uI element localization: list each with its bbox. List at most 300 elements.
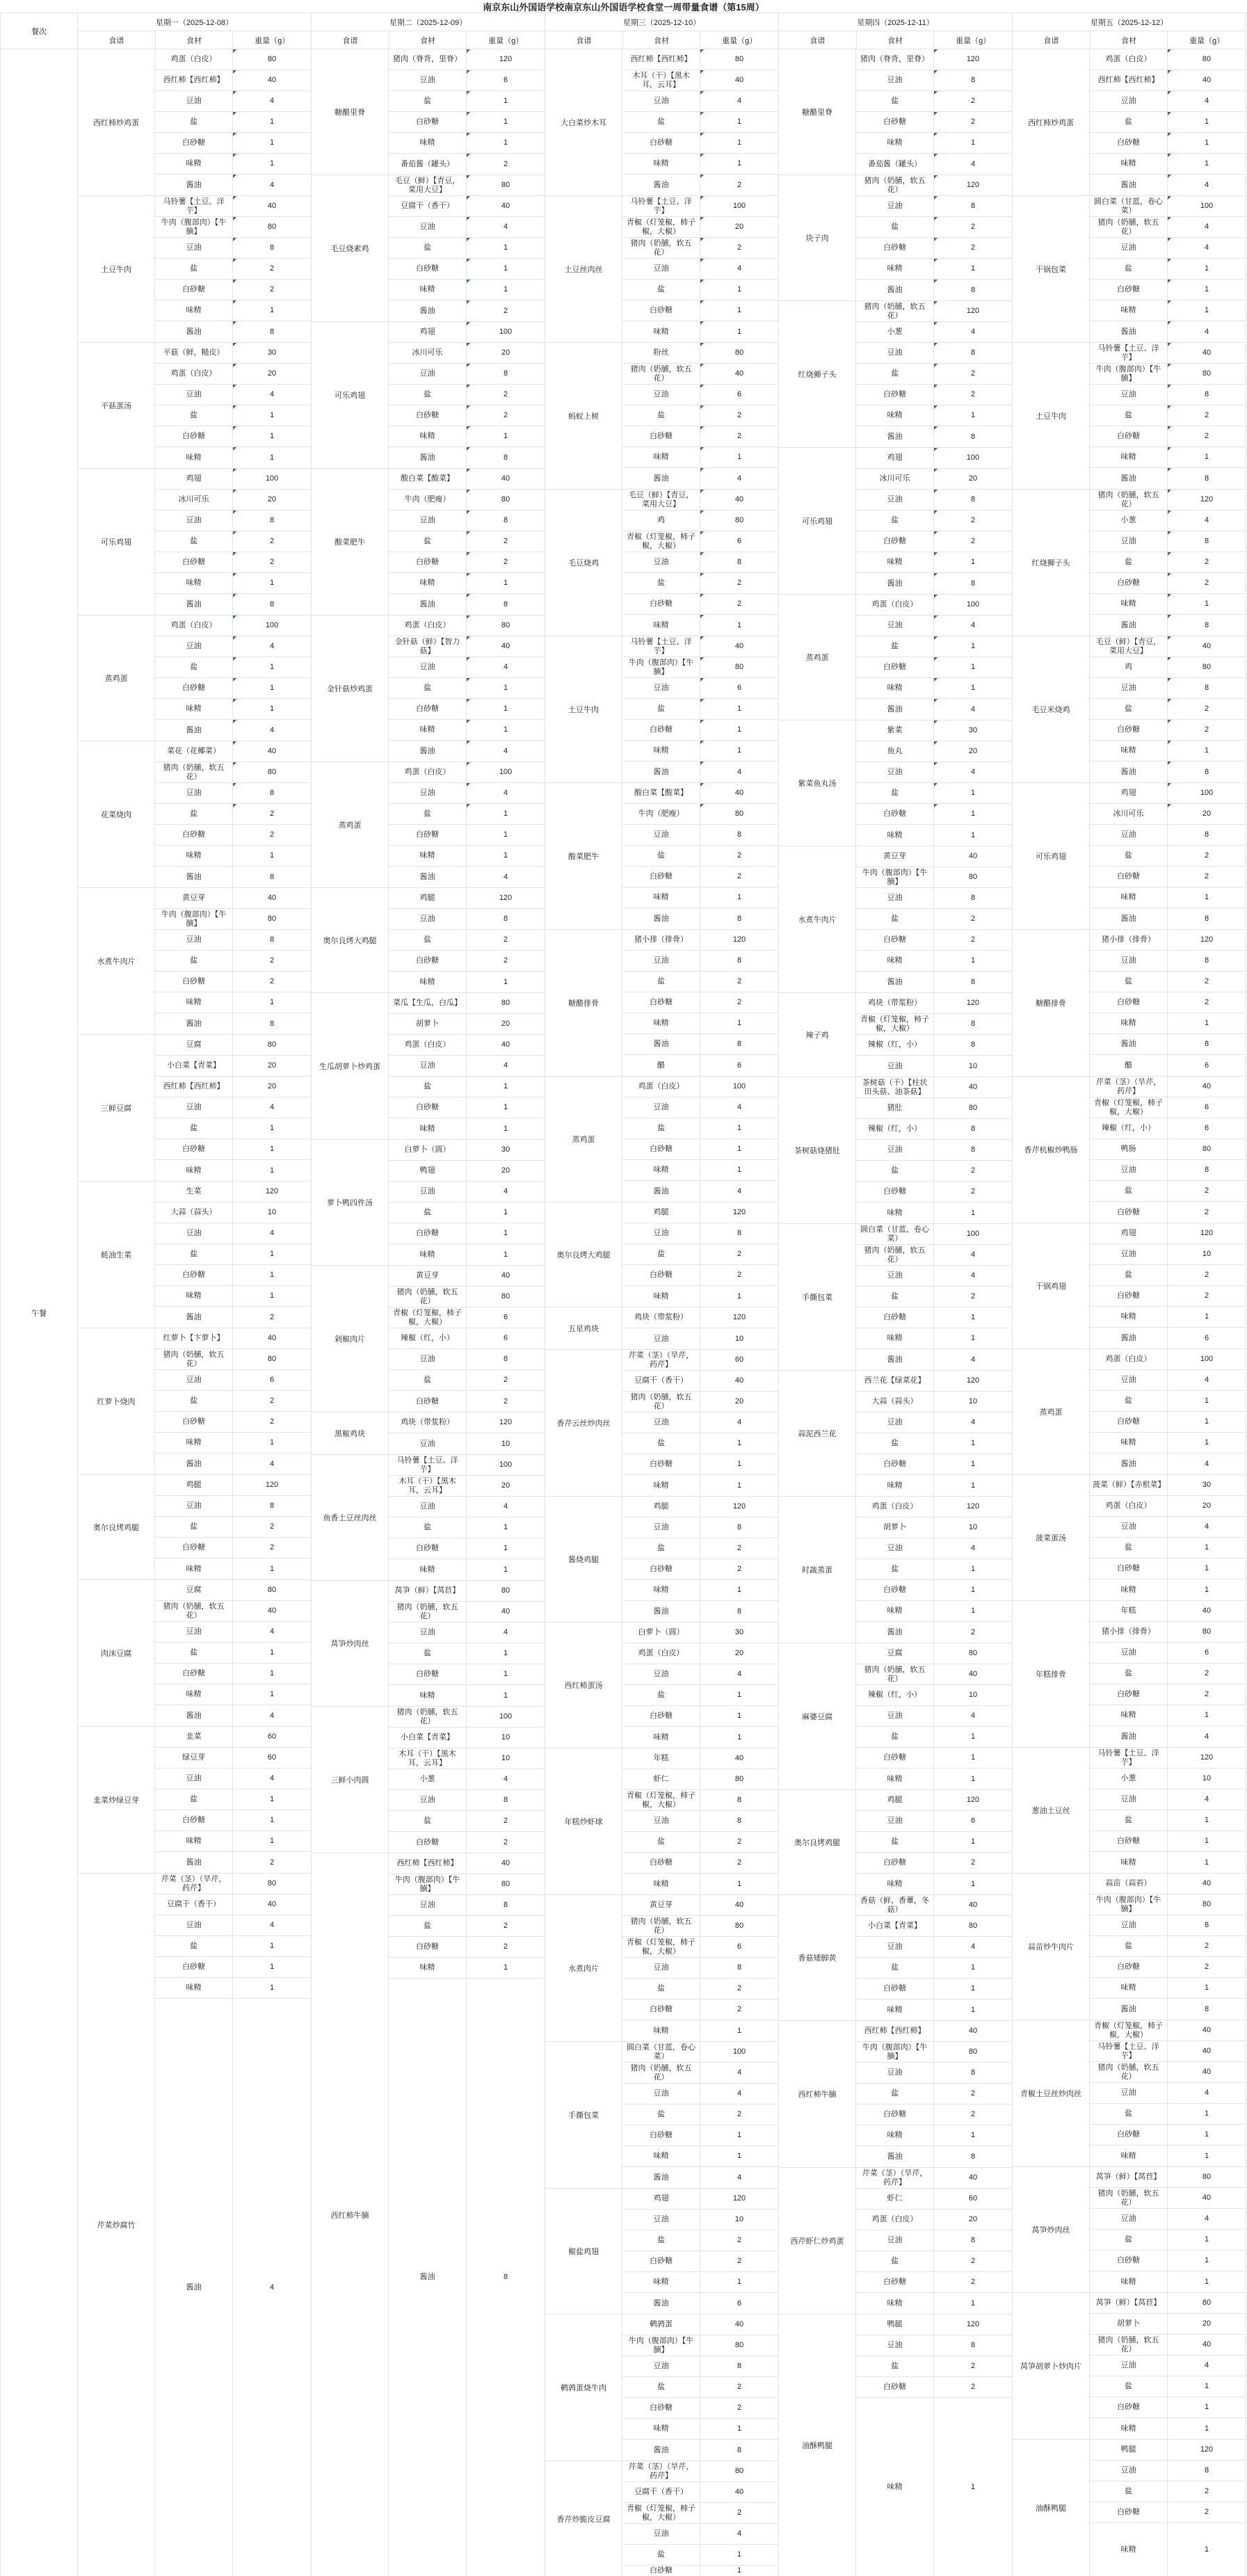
ingredient-name: 豆油	[622, 1664, 700, 1684]
ingredient-row	[856, 615, 1012, 636]
ingredient-name: 鸡翅	[622, 2189, 700, 2209]
ingredient-name: 辣椒（红，小）	[856, 1685, 934, 1705]
ingredient-weight: 2	[737, 872, 742, 880]
dish-block	[78, 1727, 311, 1874]
ingredient-name: 盐	[622, 573, 700, 593]
ingredient-weight: 4	[737, 1418, 742, 1426]
ingredient-name: 豆油	[155, 91, 233, 111]
ingredient-name: 鹌鹑蛋	[622, 2315, 700, 2335]
ingredient-row	[155, 1559, 311, 1579]
ingredient-row	[856, 405, 1012, 426]
ingredient-weight: 1	[737, 2278, 742, 2286]
ingredient-row	[389, 322, 545, 343]
ingredient-name: 盐	[622, 2545, 700, 2565]
ingredient-row	[155, 720, 311, 741]
ingredient-name: 芹菜（茎）（旱芹，药芹】	[856, 2168, 934, 2188]
ingredient-list	[1090, 1748, 1246, 1873]
ingredient-name: 毛豆（鲜）【青豆，菜用大豆】	[1090, 636, 1168, 657]
ingredient-row	[856, 552, 1012, 573]
dish-block	[1013, 49, 1246, 196]
ingredient-row	[389, 1958, 545, 1979]
ingredient-row	[856, 1811, 1012, 1832]
ingredient-row	[1090, 1999, 1246, 2020]
ingredient-name: 辣椒（红，小）	[1090, 1118, 1168, 1138]
ingredient-list	[389, 615, 545, 762]
ingredient-weight: 8	[737, 1963, 742, 1972]
ingredient-weight: 40	[501, 1607, 510, 1616]
ingredient-weight: 100	[1200, 1355, 1214, 1363]
ingredient-row	[1090, 783, 1246, 804]
ingredient-row	[155, 1035, 311, 1056]
recipe-name: 香芹杭椒炒鸭肠	[1013, 1077, 1090, 1223]
ingredient-row	[856, 1392, 1012, 1412]
ingredient-name: 豆腐干（香干）	[622, 2482, 700, 2502]
ingredient-row	[622, 259, 778, 280]
ingredient-name: 马铃薯【土豆、洋芋】	[389, 1455, 467, 1475]
ingredient-name: 年糕	[1090, 1601, 1168, 1621]
recipe-header: 食谱	[545, 31, 623, 49]
ingredient-name: 酱油	[155, 1013, 233, 1034]
ingredient-name: 白砂糖	[622, 2398, 700, 2418]
ingredient-weight: 100	[467, 322, 545, 342]
ingredient-weight: 1	[269, 1271, 275, 1279]
ingredient-row	[389, 469, 545, 490]
ingredient-weight: 2	[737, 2509, 742, 2517]
ingredient-weight: 1	[970, 830, 976, 839]
ingredient-list	[389, 1581, 545, 1706]
dish-block	[312, 762, 545, 888]
ingredient-weight: 40	[1202, 1607, 1212, 1615]
ingredient-name: 白砂糖	[389, 1538, 467, 1559]
ingredient-row	[1090, 385, 1246, 405]
ingredient-row	[856, 175, 1012, 196]
ingredient-row	[1090, 1789, 1246, 1810]
ingredient-weight: 2	[700, 405, 778, 426]
ingredient-row	[1090, 2314, 1246, 2335]
ingredient-name: 白砂糖	[155, 280, 233, 300]
ingredient-row	[389, 804, 545, 825]
ingredient-weight: 2	[269, 977, 275, 985]
ingredient-weight: 120	[467, 49, 545, 70]
ingredient-weight: 8	[503, 1355, 508, 1363]
ingredient-weight: 40	[501, 1859, 510, 1867]
recipe-name: 水煮牛肉片	[78, 888, 155, 1034]
ingredient-row	[155, 1056, 311, 1077]
ingredient-weight: 1	[970, 2005, 976, 2014]
meal-column	[0, 13, 78, 2576]
ingredient-name: 小白菜【青菜】	[856, 1916, 934, 1936]
ingredient-row	[856, 448, 1012, 469]
ingredient-row	[856, 490, 1012, 510]
ingredient-weight: 1	[269, 1124, 275, 1132]
ingredient-name: 酱油	[389, 741, 467, 762]
ingredient-list	[155, 1475, 311, 1579]
dish-block	[312, 469, 545, 615]
ingredient-weight: 40	[1202, 2340, 1212, 2349]
ingredient-weight: 2	[467, 300, 545, 321]
ingredient-row	[389, 1707, 545, 1728]
ingredient-row	[856, 1769, 1012, 1789]
ingredient-list	[155, 1727, 311, 1873]
ingredient-row	[856, 343, 1012, 364]
ingredient-name: 味精	[622, 154, 700, 174]
ingredient-weight: 2	[1204, 851, 1209, 860]
ingredient-weight: 4	[233, 720, 311, 741]
ingredient-name: 酱油	[856, 280, 934, 300]
ingredient-weight: 8	[737, 1817, 742, 1825]
ingredient-list	[155, 469, 311, 615]
ingredient-row	[1090, 1077, 1246, 1097]
ingredient-row	[622, 1580, 778, 1601]
ingredient-weight: 8	[970, 1145, 976, 1154]
ingredient-name: 盐	[389, 91, 467, 111]
ingredient-row	[389, 1035, 545, 1056]
ingredient-weight: 20	[267, 1061, 277, 1070]
ingredient-name: 盐	[622, 1979, 700, 1999]
ingredient-name: 白砂糖	[389, 699, 467, 719]
ingredient-weight: 8	[269, 1502, 275, 1510]
ingredient-name: 鸭腿	[1090, 2440, 1168, 2460]
dish-block	[78, 888, 311, 1035]
ingredient-weight: 100	[499, 1460, 513, 1469]
ingredient-name: 豆油	[389, 510, 467, 531]
dish-block	[1013, 1748, 1246, 1874]
ingredient-name: 盐	[155, 1391, 233, 1411]
ingredient-row	[155, 762, 311, 783]
ingredient-row	[1090, 447, 1246, 468]
ingredient-weight: 4	[269, 1711, 275, 1720]
ingredient-row	[622, 2272, 778, 2293]
ingredient-name: 盐	[1090, 2230, 1168, 2250]
recipe-header: 食谱	[1013, 31, 1091, 49]
ingredient-name: 味精	[389, 1685, 467, 1706]
ingredient-weight: 1	[503, 1691, 508, 1700]
ingredient-name: 盐	[856, 1433, 934, 1454]
ingredient-weight: 10	[734, 2215, 744, 2223]
ingredient-row	[856, 196, 1012, 217]
ingredient-weight: 2	[1204, 1186, 1209, 1195]
ingredient-weight: 1	[737, 1460, 742, 1468]
ingredient-name: 白砂糖	[1090, 1957, 1168, 1977]
ingredient-row	[622, 846, 778, 867]
ingredient-weight: 1	[269, 1250, 275, 1258]
ingredient-weight: 10	[501, 1754, 510, 1762]
recipe-name: 香芹炒脆皮豆腐	[545, 2461, 622, 2576]
day-header: 星期一（2025-12-08）	[78, 13, 311, 31]
dish-block	[1013, 2020, 1246, 2167]
ingredient-row	[622, 238, 778, 259]
ingredient-weight: 40	[968, 1670, 978, 1678]
ingredient-name: 豆油	[622, 2209, 700, 2230]
ingredient-row	[155, 741, 311, 762]
ingredient-row	[155, 1978, 311, 1999]
ingredient-weight: 2	[970, 1166, 976, 1175]
ingredient-row	[155, 1831, 311, 1852]
ingredient-list	[155, 343, 311, 468]
ingredient-row	[389, 615, 545, 636]
ingredient-weight: 4	[1204, 2088, 1209, 2097]
ingredient-name: 豆油	[622, 552, 700, 572]
ingredient-weight: 1	[970, 1963, 976, 1972]
ingredient-weight: 30	[233, 343, 311, 363]
ingredient-weight: 2	[467, 552, 545, 572]
ingredient-weight: 8	[934, 426, 1012, 447]
ingredient-name: 猪肉（奶脯，软五花）	[1090, 2062, 1168, 2082]
ingredient-row	[622, 930, 778, 951]
dish-block	[78, 196, 311, 343]
recipe-name: 可乐鸡翅	[1013, 783, 1090, 929]
ingredient-row	[155, 1705, 311, 1726]
ingredient-row	[1090, 91, 1246, 112]
recipe-name: 鱼香土豆丝肉丝	[312, 1455, 389, 1580]
ingredient-weight: 1	[233, 573, 311, 593]
ingredient-row	[856, 721, 1012, 741]
ingredient-row	[856, 1119, 1012, 1140]
ingredient-name: 鸡翅	[1090, 783, 1168, 803]
ingredient-weight: 1	[1168, 112, 1246, 132]
ingredient-row	[389, 510, 545, 531]
ingredient-row	[622, 1664, 778, 1685]
ingredient-row	[622, 91, 778, 112]
ingredient-row	[155, 112, 311, 133]
ingredient-row	[1090, 405, 1246, 426]
ingredient-weight: 1	[970, 2482, 976, 2491]
ingredient-row	[155, 1874, 311, 1894]
ingredient-row	[622, 2545, 778, 2566]
ingredient-name: 味精	[1090, 594, 1168, 614]
ingredient-row	[1090, 1349, 1246, 1370]
ingredient-weight: 1	[467, 133, 545, 153]
ingredient-weight: 8	[737, 1040, 742, 1048]
ingredient-weight: 6	[700, 531, 778, 552]
dish-block	[1013, 1223, 1246, 1349]
ingredient-row	[1090, 2146, 1246, 2166]
ingredient-name: 芹菜（茎）（旱芹，药芹】	[155, 1874, 233, 1894]
day-column	[1013, 13, 1246, 2576]
ingredient-weight: 8	[1204, 1921, 1209, 1929]
ingredient-weight: 2	[970, 2110, 976, 2118]
ingredient-weight: 4	[467, 657, 545, 677]
ingredient-row	[622, 2356, 778, 2377]
ingredient-name: 菠菜（鲜）【赤根菜】	[1090, 1475, 1168, 1495]
ingredient-row	[1090, 1978, 1246, 1999]
ingredient-weight: 80	[501, 1586, 510, 1595]
ingredient-weight: 8	[970, 1125, 976, 1133]
ingredient-row	[622, 364, 778, 385]
recipe-name: 年糕排骨	[1013, 1601, 1090, 1747]
recipe-name: 酸菜肥牛	[545, 783, 622, 929]
ingredient-row	[155, 133, 311, 154]
ingredient-row	[622, 1685, 778, 1706]
ingredient-row	[389, 300, 545, 321]
ingredient-row	[155, 300, 311, 321]
ingredient-list	[856, 1077, 1012, 1223]
ingredient-name: 青椒（灯笼椒，柿子椒，大椒）	[1090, 1097, 1168, 1118]
ingredient-weight: 1	[269, 1795, 275, 1803]
ingredient-row	[856, 91, 1012, 112]
ingredient-weight: 1	[269, 1648, 275, 1657]
recipe-name: 莴笋胡萝卜炒肉片	[1013, 2293, 1090, 2439]
ingredient-row	[389, 1118, 545, 1139]
ingredient-row	[1090, 552, 1246, 573]
ingredient-row	[1090, 2083, 1246, 2104]
day-body	[545, 49, 778, 2576]
ingredient-row	[622, 1328, 778, 1349]
ingredient-weight: 40	[968, 852, 978, 860]
ingredient-weight: 8	[1168, 531, 1246, 552]
ingredient-weight: 2	[700, 175, 778, 195]
ingredient-row	[622, 2209, 778, 2230]
ingredient-row	[1090, 238, 1246, 259]
ingredient-name: 味精	[622, 615, 700, 636]
ingredient-row	[1090, 300, 1246, 321]
ingredient-weight: 40	[1168, 70, 1246, 90]
ingredient-name: 味精	[856, 2398, 934, 2576]
ingredient-row	[389, 594, 545, 615]
recipe-name: 香菇矮脚黄	[779, 1895, 856, 2020]
ingredient-weight: 120	[934, 175, 1012, 195]
ingredient-name: 豆油	[389, 1895, 467, 1915]
ingredient-name: 盐	[1090, 1664, 1168, 1684]
ingredient-name: 盐	[155, 1118, 233, 1138]
column-headers	[545, 31, 778, 49]
ingredient-weight: 2	[269, 1312, 275, 1321]
ingredient-name: 白萝卜（圆）	[389, 1140, 467, 1160]
ingredient-name: 白砂糖	[856, 1979, 934, 1999]
recipe-name: 西红柿牛腩	[312, 1853, 389, 2576]
ingredient-row	[1090, 280, 1246, 300]
ingredient-weight: 1	[503, 851, 508, 860]
ingredient-name: 豆油	[155, 1097, 233, 1118]
ingredient-row	[622, 1853, 778, 1874]
ingredient-name: 小白菜【青菜】	[389, 1728, 467, 1748]
ingredient-name: 酸白菜【酸菜】	[622, 783, 700, 803]
ingredient-row	[1090, 2041, 1246, 2062]
ingredient-weight: 20	[233, 490, 311, 510]
ingredient-row	[155, 930, 311, 951]
ingredient-row	[155, 447, 311, 468]
ingredient-name: 青椒（灯笼椒，柿子椒，大椒）	[856, 1014, 934, 1034]
ingredient-name: 鸡腿	[622, 1202, 700, 1223]
ingredient-weight: 1	[503, 1103, 508, 1111]
weight-header: 重量（g）	[722, 36, 757, 45]
ingredient-weight: 1	[970, 2299, 976, 2308]
ingredient-weight: 4	[233, 385, 311, 405]
ingredient-row	[622, 1371, 778, 1392]
ingredient-name: 盐	[389, 1643, 467, 1664]
ingredient-row	[389, 930, 545, 951]
ingredient-name: 盐	[389, 238, 467, 258]
dish-block	[545, 1497, 778, 1623]
recipe-name: 萝卜鸭四件汤	[312, 1140, 389, 1265]
recipe-name: 平菇蛋汤	[78, 343, 155, 468]
ingredient-name: 马铃薯【土豆、洋芋】	[1090, 1748, 1168, 1768]
ingredient-weight: 40	[700, 70, 778, 90]
ingredient-list	[1090, 2167, 1246, 2292]
ingredient-name: 白砂糖	[1090, 1559, 1168, 1579]
ingredient-name: 酱油	[389, 447, 467, 468]
ingredient-name: 牛肉（腹部肉）【牛腩】	[856, 867, 934, 887]
ingredient-name: 年糕	[622, 1748, 700, 1769]
ingredient-name: 芹菜（茎）（旱芹，药芹】	[1090, 1077, 1168, 1097]
ingredient-name: 白砂糖	[856, 531, 934, 552]
dish-block	[1013, 1475, 1246, 1601]
ingredient-weight: 8	[1168, 678, 1246, 698]
ingredient-list	[622, 1623, 778, 1748]
ingredient-weight: 1	[1204, 1019, 1209, 1027]
ingredient-name: 牛肉（腹部肉）【牛腩】	[856, 2042, 934, 2062]
ingredient-row	[622, 1895, 778, 1916]
ingredient-name: 味精	[622, 447, 700, 467]
dish-block	[1013, 930, 1246, 1077]
ingredient-weight: 2	[269, 830, 275, 839]
ingredient-name: 豆油	[622, 1811, 700, 1831]
ingredient-weight: 1	[467, 678, 545, 698]
ingredient-weight: 8	[1204, 2004, 1209, 2013]
ingredient-weight: 8	[970, 1020, 976, 1028]
ingredient-weight: 4	[269, 1921, 275, 1929]
ingredient-name: 猪肉（奶脯，软五花）	[622, 364, 700, 384]
ingredient-name: 味精	[389, 133, 467, 153]
ingredient-weight: 1	[970, 1565, 976, 1573]
recipe-header: 食谱	[78, 31, 156, 49]
ingredient-name: 白砂糖	[622, 867, 700, 887]
ingredient-weight: 4	[934, 699, 1012, 720]
ingredient-row	[856, 2398, 1012, 2576]
ingredient-row	[622, 112, 778, 133]
ingredient-weight: 2	[233, 552, 311, 572]
ingredient-name: 茶树菇（干）【柱状田头菇、油茶菇】	[856, 1077, 934, 1097]
ingredient-weight: 1	[737, 2424, 742, 2433]
ingredient-weight: 1	[934, 678, 1012, 698]
ingredient-weight: 1	[467, 91, 545, 111]
ingredient-row	[389, 1916, 545, 1937]
ingredient-row	[856, 636, 1012, 657]
ingredient-name: 白砂糖	[622, 2566, 700, 2576]
ingredient-name: 白砂糖	[155, 1265, 233, 1285]
meal-lunch: 午餐	[31, 1309, 47, 1318]
ingredient-weight: 1	[269, 1166, 275, 1175]
ingredient-weight: 8	[269, 935, 275, 944]
ingredient-weight: 60	[734, 1355, 744, 1364]
ingredient-name: 酱油	[1090, 1999, 1168, 2020]
ingredient-row	[856, 1287, 1012, 1307]
ingredient-row	[622, 2084, 778, 2104]
ingredient-weight: 80	[1168, 49, 1246, 70]
ingredient-weight: 1	[503, 1082, 508, 1090]
recipe-name: 干锅鸡翅	[1013, 1223, 1090, 1349]
ingredient-name: 白砂糖	[155, 825, 233, 845]
ingredient-row	[155, 1118, 311, 1139]
ingredient-row	[389, 699, 545, 720]
ingredient-weight: 100	[700, 196, 778, 216]
ingredient-weight: 8	[737, 830, 742, 839]
page-title: 南京东山外国语学校南京东山外国语学校食堂一周带量食谱（第15周）	[0, 0, 1247, 13]
ingredient-weight: 120	[499, 1418, 513, 1426]
ingredient-name: 豆油	[1090, 531, 1168, 552]
ingredient-row	[1090, 490, 1246, 510]
ingredient-weight: 120	[499, 894, 513, 902]
ingredient-row	[1090, 1705, 1246, 1726]
ingredient-row	[389, 783, 545, 804]
ingredient-row	[856, 1077, 1012, 1098]
ingredient-name: 猪肉（奶脯，软五花）	[622, 1392, 700, 1412]
ingredient-name: 盐	[1090, 2376, 1168, 2397]
dish-block	[779, 595, 1012, 721]
ingredient-weight: 1	[467, 259, 545, 279]
ingredient-name: 白砂糖	[622, 1559, 700, 1579]
column-headers	[312, 31, 545, 49]
